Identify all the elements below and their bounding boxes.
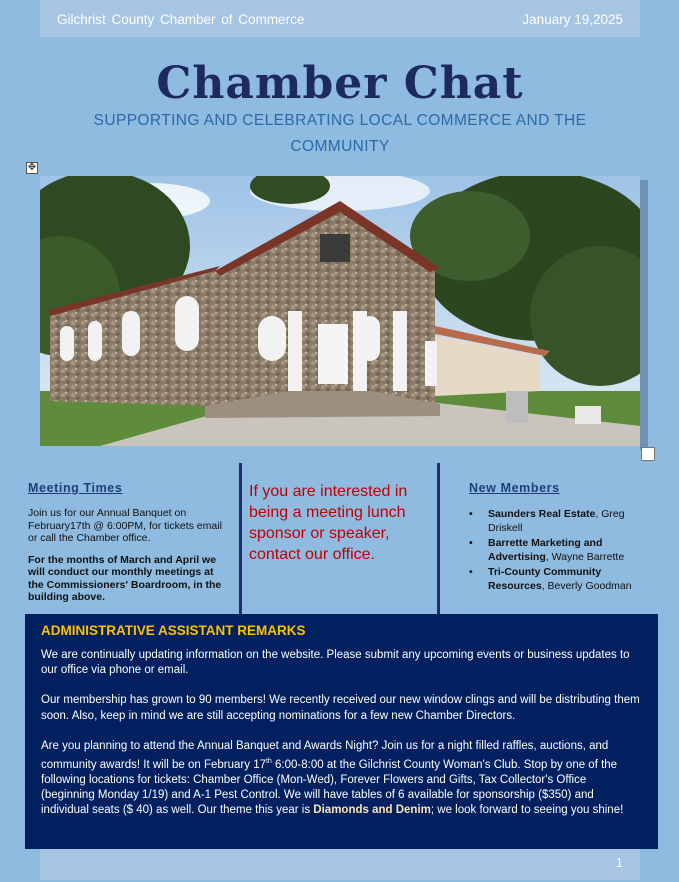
organization-name: Gilchrist County Chamber of Commerce bbox=[57, 12, 305, 27]
member-contact: , Wayne Barrette bbox=[545, 551, 625, 563]
banquet-theme: Diamonds and Denim bbox=[313, 804, 431, 817]
resize-handle-icon[interactable] bbox=[641, 447, 655, 461]
issue-date: January 19,2025 bbox=[522, 12, 623, 27]
meeting-times-location-text: For the months of March and April we will conduct our monthly meetings at the Commissioners' Boardroom, in the building above. bbox=[28, 553, 222, 603]
page-number: 1 bbox=[615, 855, 623, 870]
building-photo[interactable] bbox=[40, 176, 640, 446]
admin-remarks-membership-text: Our membership has grown to 90 members! We recently received our new window clings and will be distributing them soon. Also, keep in mind we are still accepting nominations for a few new Chamber Directors. bbox=[41, 694, 640, 722]
footer-bar bbox=[40, 849, 640, 880]
move-icon[interactable]: ✥ bbox=[27, 162, 37, 173]
admin-remarks-box bbox=[25, 614, 658, 849]
member-name: Tri-County Community Resources bbox=[488, 566, 602, 592]
new-members-heading: New Members bbox=[469, 481, 560, 495]
sponsor-callout-column bbox=[241, 463, 438, 565]
list-item: • Tri-County Community Resources, Beverly Goodman bbox=[469, 566, 632, 592]
list-item: • Saunders Real Estate, Greg Driskell bbox=[469, 508, 625, 534]
photo-shadow bbox=[640, 180, 648, 450]
new-members-column bbox=[440, 463, 660, 594]
meeting-times-column bbox=[20, 463, 240, 613]
meeting-times-banquet-text: Join us for our Annual Banquet on February17th @ 6:00PM, for tickets email or call the Chamber office. bbox=[28, 507, 222, 544]
list-item: • Barrette Marketing and Advertising, Wayne Barrette bbox=[469, 537, 625, 563]
member-contact: , Beverly Goodman bbox=[541, 580, 632, 592]
member-name: Saunders Real Estate bbox=[488, 508, 596, 520]
member-name: Barrette Marketing and Advertising bbox=[488, 537, 603, 563]
meeting-times-heading: Meeting Times bbox=[28, 481, 123, 495]
admin-remarks-heading: ADMINISTRATIVE ASSISTANT REMARKS bbox=[41, 623, 306, 638]
header-bar bbox=[40, 0, 640, 37]
admin-remarks-banquet-text: Are you planning to attend the Annual Banquet and Awards Night? Join us for a night filled raffles, auctions, and community awards! It will be on February 17th 6:00-8:00 at the Gilchrist County Woman's Club. Stop by one of the following locations for tickets: Chamber Office (Mon-Wed), Forever Flowers and Gifts, Tax Collector's Office (beginning Monday 1/19) and A-1 Pest Control. We will have tables of 6 available for sponsorship ($350) and individual seats ($ 40) as well. Our theme this year is Diamonds and Denim; we look forward to seeing you shine! bbox=[41, 739, 624, 817]
building-photo-illustration bbox=[40, 176, 640, 446]
newsletter-tagline: SUPPORTING AND CELEBRATING LOCAL COMMERCE AND THE COMMUNITY bbox=[93, 112, 587, 155]
admin-remarks-website-text: We are continually updating information on the website. Please submit any upcoming events or business updates to our office via phone or email. bbox=[41, 649, 630, 677]
newsletter-title: Chamber Chat bbox=[156, 58, 524, 109]
new-members-list bbox=[469, 507, 660, 593]
sponsor-callout-text: If you are interested in being a meeting lunch sponsor or speaker, contact our office. bbox=[249, 483, 408, 563]
member-contact: , Greg Driskell bbox=[488, 508, 625, 534]
